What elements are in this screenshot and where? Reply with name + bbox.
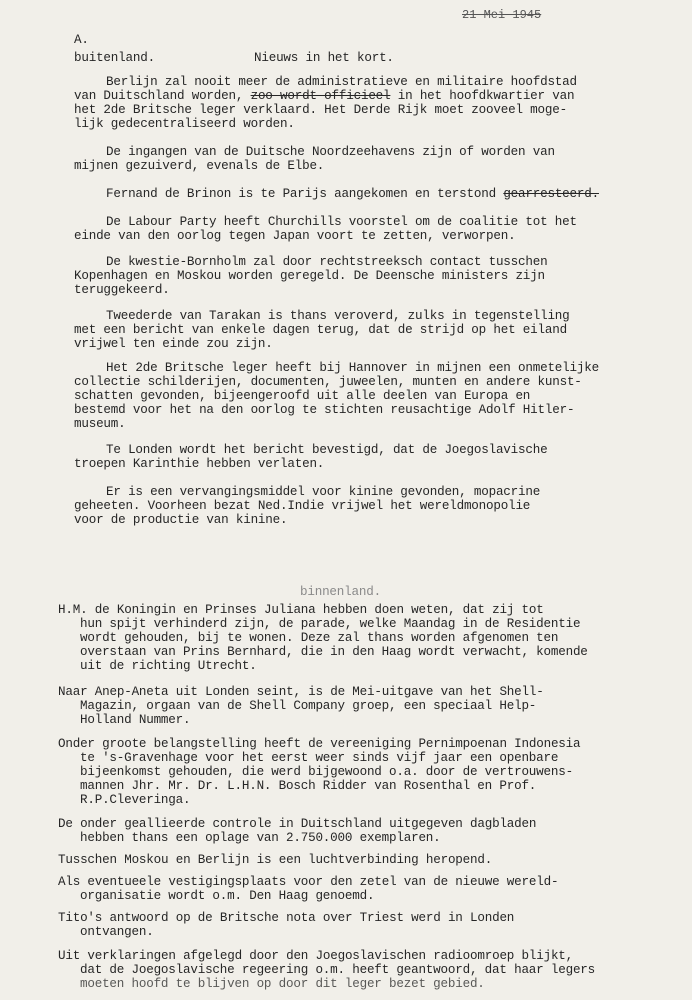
text-line: moeten hoofd te blijven op door dit leger bezet gebied.: [80, 977, 485, 991]
text-line: geheeten. Voorheen bezat Ned.Indie vrijwel het wereldmonopolie: [74, 499, 531, 513]
text-line: Holland Nummer.: [80, 713, 191, 727]
text-line: schatten gevonden, bijeengeroofd uit alle deelen van Europa en: [74, 389, 531, 403]
text-line: Tweederde van Tarakan is thans veroverd, zulks in tegenstelling: [106, 309, 570, 323]
text-line: dat de Joegoslavische regeering o.m. heeft geantwoord, dat haar legers: [80, 963, 596, 977]
struck-text: gearresteerd.: [503, 187, 599, 201]
text-line: Magazin, orgaan van de Shell Company groep, een speciaal Help-: [80, 699, 537, 713]
section-letter: A.: [74, 33, 89, 47]
text-line: Er is een vervangingsmiddel voor kinine gevonden, mopacrine: [106, 485, 541, 499]
struck-text: zoo wordt officieel: [250, 89, 391, 103]
text-line: met een bericht van enkele dagen terug, dat de strijd op het eiland: [74, 323, 567, 337]
text-line: Tito's antwoord op de Britsche nota over Triest werd in Londen: [58, 911, 515, 925]
text-line: bijeenkomst gehouden, die werd bijgewoond o.a. door de vertrouwens-: [80, 765, 573, 779]
text-line: Tusschen Moskou en Berlijn is een luchtverbinding heropend.: [58, 853, 493, 867]
date-stamp: 21 Mei 1945: [462, 8, 542, 22]
text-line: te 's-Gravenhage voor het eerst weer sinds vijf jaar een openbare: [80, 751, 559, 765]
text-line: Als eventueele vestigingsplaats voor den zetel van de nieuwe wereld-: [58, 875, 559, 889]
text-line: vrijwel ten einde zou zijn.: [74, 337, 273, 351]
text-line: Naar Anep-Aneta uit Londen seint, is de Mei-uitgave van het Shell-: [58, 685, 544, 699]
text-line: overstaan van Prins Bernhard, die in den Haag wordt verwacht, komende: [80, 645, 588, 659]
section-label-binnenland: binnenland.: [300, 585, 381, 599]
text-line: van Duitschland worden, zoo wordt officieel in het hoofdkwartier van: [74, 89, 575, 103]
page-title: Nieuws in het kort.: [254, 51, 394, 65]
text-line: einde van den oorlog tegen Japan voort te zetten, verworpen.: [74, 229, 516, 243]
text-line: het 2de Britsche leger verklaard. Het Derde Rijk moet zooveel moge-: [74, 103, 567, 117]
text-line: voor de productie van kinine.: [74, 513, 288, 527]
text-line: hebben thans een oplage van 2.750.000 exemplaren.: [80, 831, 441, 845]
text-line: R.P.Cleveringa.: [80, 793, 191, 807]
text-line: teruggekeerd.: [74, 283, 170, 297]
text-line: Te Londen wordt het bericht bevestigd, dat de Joegoslavische: [106, 443, 548, 457]
text-line: De Labour Party heeft Churchills voorstel om de coalitie tot het: [106, 215, 577, 229]
text-line: H.M. de Koningin en Prinses Juliana hebben doen weten, dat zij tot: [58, 603, 544, 617]
text-line: wordt gehouden, bij te wonen. Deze zal thans worden afgenomen ten: [80, 631, 559, 645]
text-line: museum.: [74, 417, 126, 431]
text-line: Berlijn zal nooit meer de administratieve en militaire hoofdstad: [106, 75, 577, 89]
section-label-buitenland: buitenland.: [74, 51, 155, 65]
text-line: uit de richting Utrecht.: [80, 659, 257, 673]
text-line: Kopenhagen en Moskou worden geregeld. De Deensche ministers zijn: [74, 269, 545, 283]
text-line: organisatie wordt o.m. Den Haag genoemd.: [80, 889, 375, 903]
text-line: Uit verklaringen afgelegd door den Joegoslavischen radioomroep blijkt,: [58, 949, 574, 963]
text-line: De kwestie-Bornholm zal door rechtstreeksch contact tusschen: [106, 255, 548, 269]
text-line: mannen Jhr. Mr. Dr. L.H.N. Bosch Ridder van Rosenthal en Prof.: [80, 779, 537, 793]
text-line: troepen Karinthie hebben verlaten.: [74, 457, 325, 471]
text-line: collectie schilderijen, documenten, juweelen, munten en andere kunst-: [74, 375, 582, 389]
text-line: mijnen gezuiverd, evenals de Elbe.: [74, 159, 325, 173]
text-line: Het 2de Britsche leger heeft bij Hannover in mijnen een onmetelijke: [106, 361, 599, 375]
text-line: De onder geallieerde controle in Duitschland uitgegeven dagbladen: [58, 817, 537, 831]
text-line: ontvangen.: [80, 925, 154, 939]
text-line: Fernand de Brinon is te Parijs aangekomen en terstond gearresteerd.: [106, 187, 599, 201]
text-line: De ingangen van de Duitsche Noordzeehavens zijn of worden van: [106, 145, 555, 159]
text-line: bestemd voor het na den oorlog te stichten reusachtige Adolf Hitler-: [74, 403, 575, 417]
text-line: Onder groote belangstelling heeft de vereeniging Pernimpoenan Indonesia: [58, 737, 581, 751]
text-line: hun spijt verhinderd zijn, de parade, welke Maandag in de Residentie: [80, 617, 581, 631]
text-line: lijk gedecentraliseerd worden.: [74, 117, 295, 131]
